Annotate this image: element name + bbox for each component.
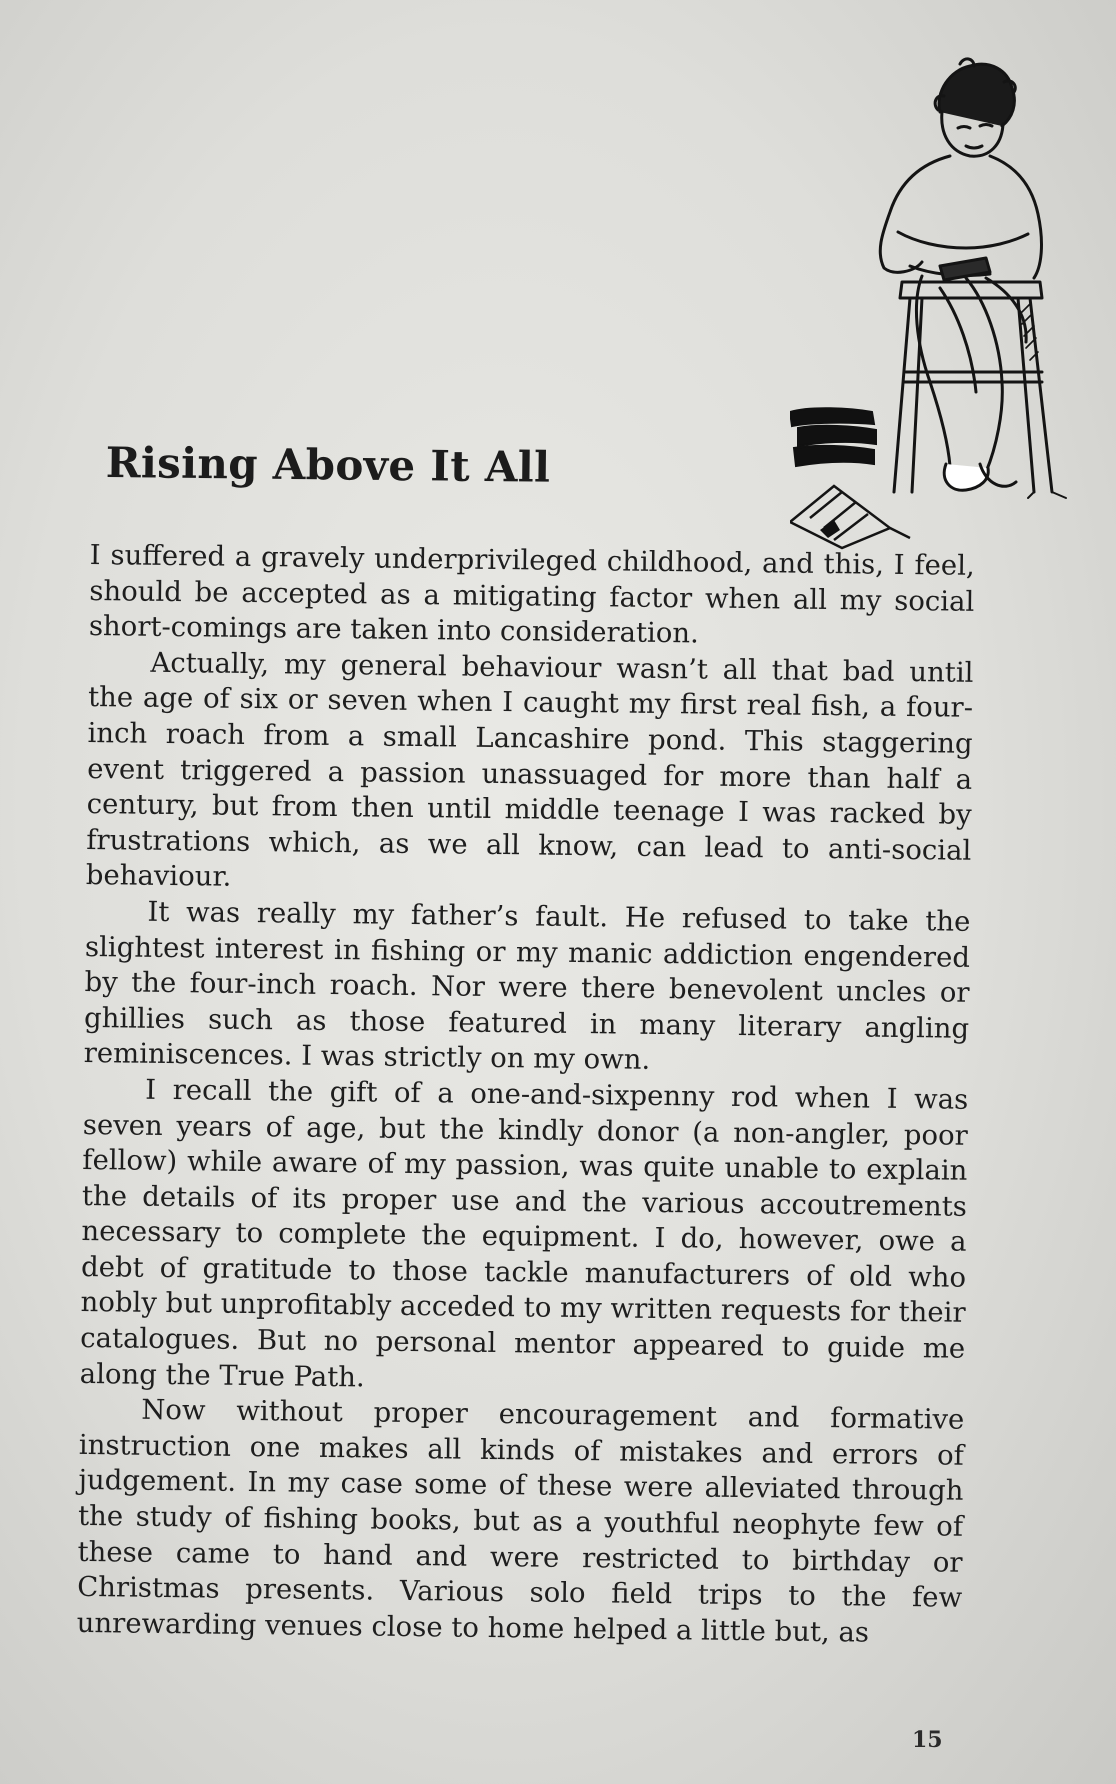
paragraph: Now without proper encouragement and formative instruction one makes all kinds of mistakes and errors of judgement. In my case some of these were alleviated through the study of fishing books, but as a youthful neophyte few of these came to hand and were restricted to birthday or Christmas presents. Various solo field trips to the few unrewarding venues close to home helped a little but, as (76, 1393, 965, 1649)
chapter-body (77, 538, 975, 1652)
chapter-title: Rising Above It All (105, 438, 551, 492)
man-reading-on-stool-illustration (790, 52, 1080, 552)
paragraph: It was really my father’s fault. He refused to take the slightest interest in fishing or my manic addiction engendered by the four-inch roach. Nor were there benevolent uncles or ghillies such as those featured in many literary angling reminiscences. I was strictly on my own. (83, 895, 971, 1077)
page-number: 15 (912, 1727, 943, 1753)
paragraph: I suffered a gravely underprivileged childhood, and this, I feel, should be accepted as a mitigating factor when all my social short-comings are taken into consideration. (88, 538, 975, 650)
paragraph: Actually, my general behaviour wasn’t all that bad until the age of six or seven when I caught my first real fish, a four-inch roach from a small Lancashire pond. This staggering event triggered a passion unassuaged for more than half a century, but from then until middle teenage I was racked by frustrations which, as we all know, can lead to anti-social behaviour. (85, 646, 974, 894)
paragraph: I recall the gift of a one-and-sixpenny rod when I was seven years of age, but the kindly donor (a non-angler, poor fellow) while aware of my passion, was quite unable to explain the details of its proper use and the various accoutrements necessary to complete the equipment. I do, however, owe a debt of gratitude to those tackle manufacturers of old who nobly but unprofitably acceded to my written requests for their catalogues. But no personal mentor appeared to guide me along the True Path. (79, 1073, 969, 1394)
